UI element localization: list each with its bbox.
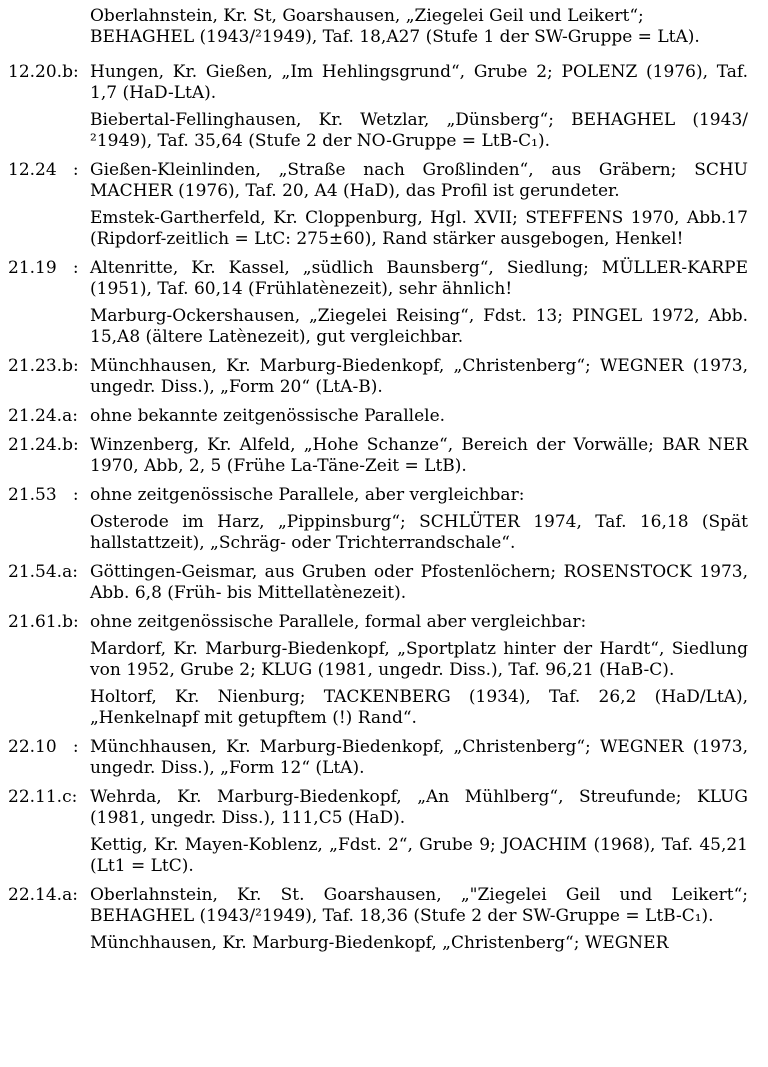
entry-paragraph: Holtorf, Kr. Nienburg; TACKENBERG (1934), Taf. 26,2 (HaD/LtA), „Henkelnapf mit getupftem (!) Rand“. <box>90 687 748 728</box>
entry-body <box>90 562 748 604</box>
entry-paragraph: Hungen, Kr. Gießen, „Im Hehlingsgrund“, Grube 2; POLENZ (1976), Taf. 1,7 (HaD-LtA). <box>90 62 748 103</box>
entry-body <box>90 62 748 152</box>
entry-body <box>90 885 748 954</box>
entry-paragraph: Wehrda, Kr. Marburg-Biedenkopf, „An Mühlberg“, Streufunde; KLUG (1981, ungedr. Diss.), 111,C5 (HaD). <box>90 787 748 828</box>
entry-body <box>90 737 748 779</box>
entry-paragraph: Winzenberg, Kr. Alfeld, „Hohe Schanze“, Bereich der Vorwälle; BAR NER 1970, Abb, 2, 5 (Frühe La-Täne-Zeit = LtB). <box>90 435 748 476</box>
entry-code: 21.23.b: <box>8 356 79 376</box>
entry-paragraph: ohne bekannte zeitgenössische Parallele. <box>90 406 446 426</box>
entry-code: 22.10 : <box>8 737 79 757</box>
entry-code: 21.61.b: <box>8 612 79 632</box>
entry-body <box>90 485 748 554</box>
entry-paragraph: Münchhausen, Kr. Marburg-Biedenkopf, „Christenberg“; WEGNER <box>90 933 669 953</box>
catalog-entry <box>8 435 748 477</box>
entry-paragraph: Münchhausen, Kr. Marburg-Biedenkopf, „Christenberg“; WEGNER (1973, ungedr. Diss.), „Form 12“ (LtA). <box>90 737 748 778</box>
entry-paragraph: Osterode im Harz, „Pippinsburg“; SCHLÜTER 1974, Taf. 16,18 (Spät hallstattzeit), „Schräg- oder Trichterrandschale“. <box>90 512 748 553</box>
catalog-entry <box>8 62 748 152</box>
entry-body <box>90 356 748 398</box>
entry-code: 22.11.c: <box>8 787 78 807</box>
catalog-entry <box>8 787 748 877</box>
entry-body <box>90 160 748 250</box>
entry-paragraph: Oberlahnstein, Kr. St. Goarshausen, „"Ziegelei Geil und Leikert“; BEHAGHEL (1943/²1949), Taf. 18,36 (Stufe 2 der SW-Gruppe = LtB-C₁). <box>90 885 748 926</box>
catalog-entry <box>8 258 748 348</box>
entry-paragraph: Kettig, Kr. Mayen-Koblenz, „Fdst. 2“, Grube 9; JOACHIM (1968), Taf. 45,21 (Lt1 = LtC). <box>90 835 748 876</box>
entry-body <box>90 258 748 348</box>
entry-paragraph: Mardorf, Kr. Marburg-Biedenkopf, „Sportplatz hinter der Hardt“, Siedlung von 1952, Grube 2; KLUG (1981, ungedr. Diss.), Taf. 96,21 (HaB-C). <box>90 639 748 680</box>
entry-paragraph: Emstek-Gartherfeld, Kr. Cloppenburg, Hgl. XVII; STEFFENS 1970, Abb.17 (Ripdorf-zeitlich = LtC: 275±60), Rand stärker ausgebogen, Henkel! <box>90 208 748 249</box>
entry-paragraph: Göttingen-Geismar, aus Gruben oder Pfostenlöchern; ROSENSTOCK 1973, Abb. 6,8 (Früh- bis Mittellatènezeit). <box>90 562 748 603</box>
entry-code: 22.14.a: <box>8 885 78 905</box>
entry-paragraph: Münchhausen, Kr. Marburg-Biedenkopf, „Christenberg“; WEGNER (1973, ungedr. Diss.), „Form 20“ (LtA-B). <box>90 356 748 397</box>
entry-paragraph: Gießen-Kleinlinden, „Straße nach Großlinden“, aus Gräbern; SCHU MACHER (1976), Taf. 20, A4 (HaD), das Profil ist gerundeter. <box>90 160 748 201</box>
entry-paragraph: ohne zeitgenössische Parallele, formal aber vergleichbar: <box>90 612 587 632</box>
entry-body <box>90 787 748 877</box>
entry-body <box>90 406 748 427</box>
entry-code: 21.24.b: <box>8 435 79 455</box>
entry-paragraph: Altenritte, Kr. Kassel, „südlich Baunsberg“, Siedlung; MÜLLER-KARPE (1951), Taf. 60,14 (Frühlatènezeit), sehr ähnlich! <box>90 258 748 299</box>
catalog-entry <box>8 160 748 250</box>
catalog-entries <box>8 62 748 954</box>
entry-paragraph: Biebertal-Fellinghausen, Kr. Wetzlar, „Dünsberg“; BEHAGHEL (1943/²1949), Taf. 35,64 (Stufe 2 der NO-Gruppe = LtB-C₁). <box>90 110 748 151</box>
catalog-entry <box>8 562 748 604</box>
entry-code: 12.20.b: <box>8 62 79 82</box>
entry-paragraph: Marburg-Ockershausen, „Ziegelei Reising“, Fdst. 13; PINGEL 1972, Abb. 15,A8 (ältere Latènezeit), gut vergleichbar. <box>90 306 748 347</box>
entry-body <box>90 435 748 477</box>
catalog-entry <box>8 885 748 954</box>
entry-code: 21.24.a: <box>8 406 78 426</box>
catalog-entry <box>8 406 748 427</box>
catalog-entry <box>8 612 748 729</box>
entry-code: 12.24 : <box>8 160 79 180</box>
catalog-entry <box>8 356 748 398</box>
entry-paragraph: ohne zeitgenössische Parallele, aber vergleichbar: <box>90 485 525 505</box>
entry-code: 21.54.a: <box>8 562 78 582</box>
entry-body <box>90 612 748 729</box>
catalog-entry <box>8 737 748 779</box>
catalog-entry <box>8 485 748 554</box>
lead-paragraph: Oberlahnstein, Kr. St, Goarshausen, „Ziegelei Geil und Leikert“; BEHAGHEL (1943/²1949), Taf. 18,A27 (Stufe 1 der SW-Gruppe = LtA). <box>90 6 700 47</box>
entry-code: 21.53 : <box>8 485 79 505</box>
entry-code: 21.19 : <box>8 258 79 278</box>
